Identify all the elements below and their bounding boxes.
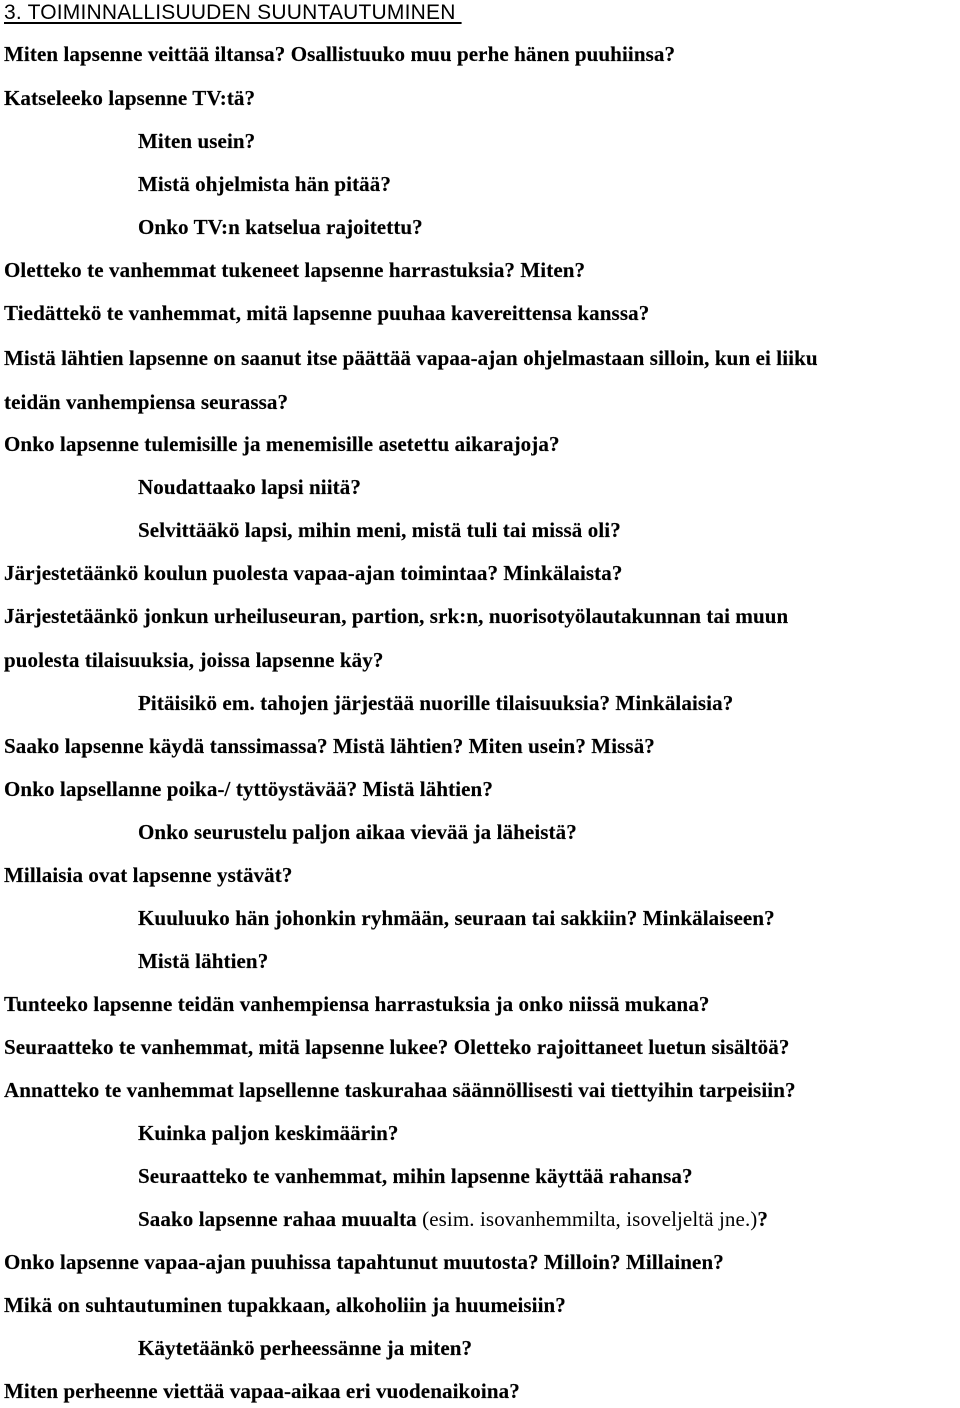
section-heading: 3. TOIMINNALLISUUDEN SUUNTAUTUMINEN xyxy=(4,1,462,24)
question-line: Onko lapsenne tulemisille ja menemisille asetettu aikarajoja? xyxy=(4,432,560,456)
question-line: Saako lapsenne käydä tanssimassa? Mistä lähtien? Miten usein? Missä? xyxy=(4,734,655,758)
question-line: Oletteko te vanhemmat tukeneet lapsenne harrastuksia? Miten? xyxy=(4,258,586,282)
question-line: Järjestetäänkö koulun puolesta vapaa-ajan toimintaa? Minkälaista? xyxy=(4,561,623,585)
question-line: Seuraatteko te vanhemmat, mitä lapsenne lukee? Oletteko rajoittaneet luetun sisältöä? xyxy=(4,1035,790,1059)
question-line: Selvittääkö lapsi, mihin meni, mistä tuli tai missä oli? xyxy=(138,518,621,542)
question-line: Tiedättekö te vanhemmat, mitä lapsenne puuhaa kavereittensa kanssa? xyxy=(4,301,650,325)
question-line: Mistä ohjelmista hän pitää? xyxy=(138,172,391,196)
question-line: Seuraatteko te vanhemmat, mihin lapsenne käyttää rahansa? xyxy=(138,1164,693,1188)
question-line: Onko seurustelu paljon aikaa vievää ja läheistä? xyxy=(138,820,577,844)
question-line: Kuinka paljon keskimäärin? xyxy=(138,1121,399,1145)
question-line: Miten lapsenne veittää iltansa? Osallistuuko muu perhe hänen puuhiinsa? xyxy=(4,42,676,66)
question-line: Kuuluuko hän johonkin ryhmään, seuraan tai sakkiin? Minkälaiseen? xyxy=(138,906,775,930)
question-line: Noudattaako lapsi niitä? xyxy=(138,475,361,499)
question-example: (esim. isovanhemmilta, isoveljeltä jne.) xyxy=(422,1207,758,1231)
question-line: Järjestetäänkö jonkun urheiluseuran, partion, srk:n, nuorisotyölautakunnan tai muun xyxy=(4,604,789,628)
question-line: Millaisia ovat lapsenne ystävät? xyxy=(4,863,293,887)
question-text: Saako lapsenne rahaa muualta xyxy=(138,1207,417,1231)
question-line: Mistä lähtien? xyxy=(138,949,269,973)
question-line: puolesta tilaisuuksia, joissa lapsenne käy? xyxy=(4,648,384,672)
question-line: teidän vanhempiensa seurassa? xyxy=(4,390,289,414)
question-line: Onko lapsellanne poika-/ tyttöystävää? Mistä lähtien? xyxy=(4,777,493,801)
question-mark: ? xyxy=(757,1207,769,1231)
question-line: Onko lapsenne vapaa-ajan puuhissa tapahtunut muutosta? Milloin? Millainen? xyxy=(4,1250,724,1274)
question-line: Käytetäänkö perheessänne ja miten? xyxy=(138,1336,473,1360)
question-line: Mikä on suhtautuminen tupakkaan, alkoholiin ja huumeisiin? xyxy=(4,1293,566,1317)
question-line: Miten perheenne viettää vapaa-aikaa eri vuodenaikoina? xyxy=(4,1379,520,1403)
question-line: Tunteeko lapsenne teidän vanhempiensa harrastuksia ja onko niissä mukana? xyxy=(4,992,710,1016)
question-line: Onko TV:n katselua rajoitettu? xyxy=(138,215,423,239)
question-line: Annatteko te vanhemmat lapsellenne taskurahaa säännöllisesti vai tiettyihin tarpeisiin? xyxy=(4,1078,796,1102)
question-line: Miten usein? xyxy=(138,129,256,153)
question-line: Mistä lähtien lapsenne on saanut itse päättää vapaa-ajan ohjelmastaan silloin, kun ei liiku xyxy=(4,346,818,370)
question-line: Pitäisikö em. tahojen järjestää nuorille tilaisuuksia? Minkälaisia? xyxy=(138,691,734,715)
question-line-mixed xyxy=(138,1206,768,1232)
question-line: Katseleeko lapsenne TV:tä? xyxy=(4,86,256,110)
